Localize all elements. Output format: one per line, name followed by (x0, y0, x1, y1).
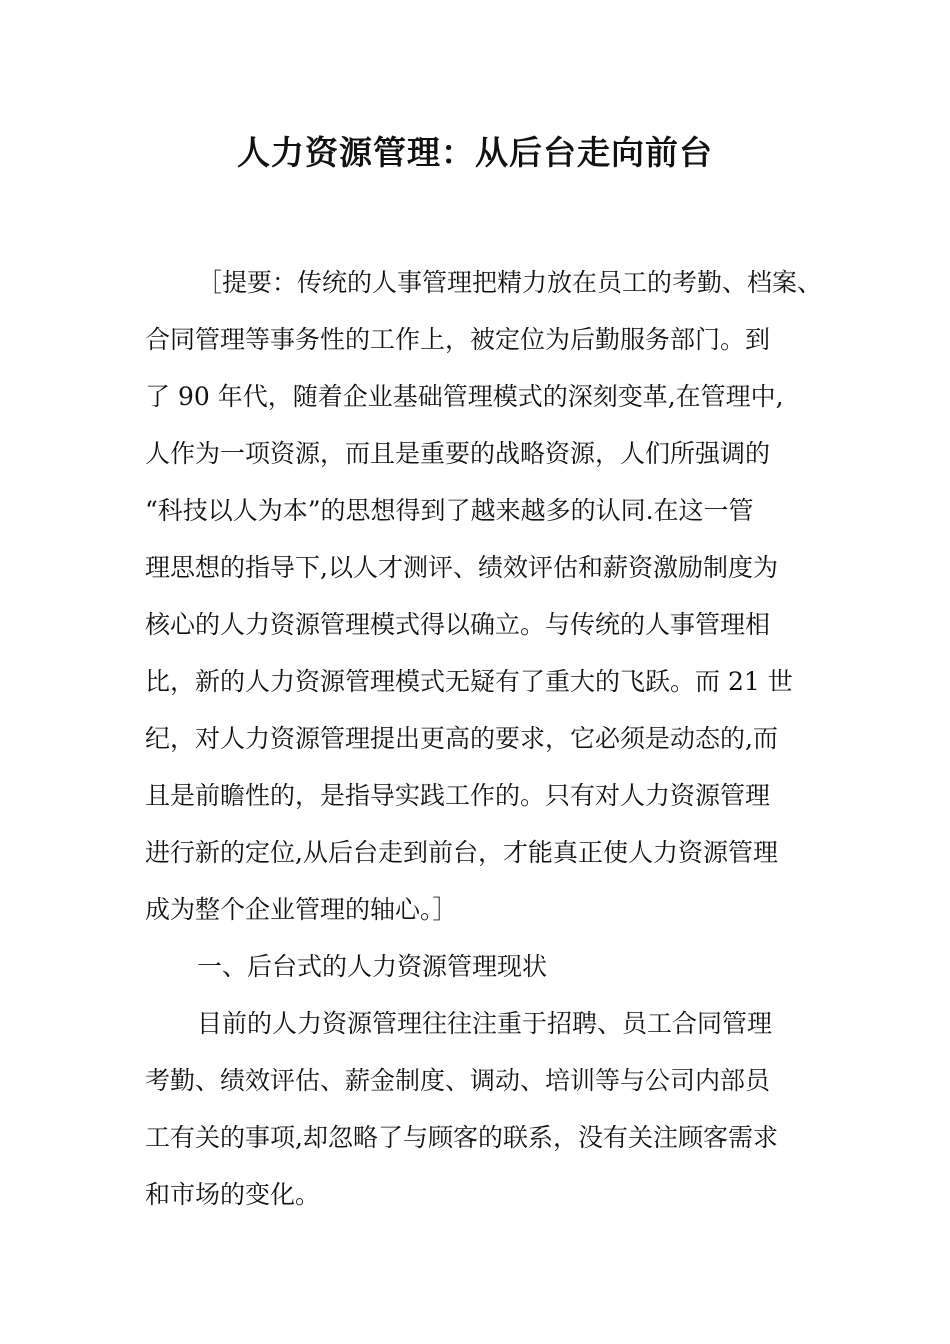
abstract-line: 合同管理等事务性的工作上，被定位为后勤服务部门。到 (145, 325, 771, 354)
body-line: 目前的人力资源管理往往注重于招聘、员工合同管理 (197, 1009, 773, 1038)
abstract-line: 纪，对人力资源管理提出更高的要求，它必须是动态的,而 (145, 724, 778, 753)
document-title: 人力资源管理：从后台走向前台 (237, 133, 713, 172)
abstract-line: 比，新的人力资源管理模式无疑有了重大的飞跃。而 21 世 (145, 667, 793, 696)
body-line: 工有关的事项,却忽略了与顾客的联系，没有关注顾客需求 (145, 1123, 778, 1152)
abstract-line: ［提要：传统的人事管理把精力放在员工的考勤、档案、 (197, 268, 823, 297)
body-line: 考勤、绩效评估、薪金制度、调动、培训等与公司内部员 (145, 1066, 771, 1095)
abstract-line: 进行新的定位,从后台走到前台，才能真正使人力资源管理 (145, 838, 778, 867)
abstract-line: 且是前瞻性的，是指导实践工作的。只有对人力资源管理 (145, 781, 771, 810)
abstract-line: 核心的人力资源管理模式得以确立。与传统的人事管理相 (145, 610, 771, 639)
abstract-line: “科技以人为本”的思想得到了越来越多的认同.在这一管 (145, 496, 754, 525)
abstract-line: 了 90 年代，随着企业基础管理模式的深刻变革,在管理中, (145, 382, 784, 411)
abstract-line: 成为整个企业管理的轴心。］ (145, 895, 458, 924)
abstract-line: 人作为一项资源，而且是重要的战略资源，人们所强调的 (145, 439, 771, 468)
body-line: 和市场的变化。 (145, 1180, 321, 1209)
abstract-line: 理思想的指导下,以人才测评、绩效评估和薪资激励制度为 (145, 553, 778, 582)
section-heading: 一、后台式的人力资源管理现状 (197, 952, 548, 981)
